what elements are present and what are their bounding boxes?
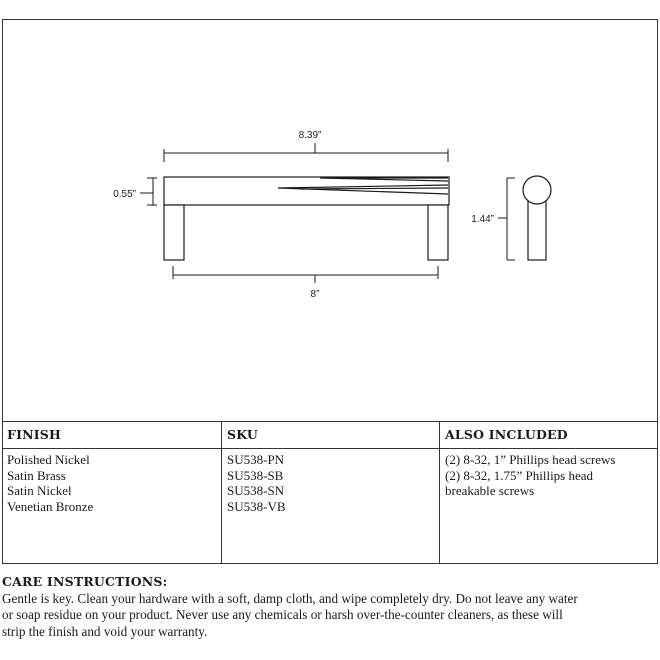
- height-dimension: [140, 178, 157, 205]
- height-label: 0.55”: [113, 189, 136, 200]
- handle-front-view: [164, 177, 449, 260]
- care-line: strip the finish and void your warranty.: [2, 623, 208, 639]
- included-item: (2) 8-32, 1” Phillips head screws: [445, 452, 616, 467]
- handle-side-view: [523, 176, 551, 260]
- included-header: ALSO INCLUDED: [440, 422, 658, 449]
- center-to-center-label: 8”: [310, 289, 320, 300]
- finish-item: Polished Nickel: [7, 452, 90, 467]
- finish-column: [2, 422, 221, 564]
- sku-item: SU538-SB: [227, 467, 284, 483]
- care-line: Gentle is key. Clean your hardware with a soft, damp cloth, and wipe completely dry. Do not leave any water: [2, 590, 578, 606]
- overall-length-label: 8.39”: [298, 130, 322, 141]
- projection-label: 1.44”: [471, 214, 494, 225]
- care-title: CARE INSTRUCTIONS:: [2, 574, 168, 589]
- finish-item: Satin Brass: [7, 467, 66, 483]
- care-instructions: [2, 574, 658, 640]
- sku-header: SKU: [222, 422, 439, 449]
- projection-dimension: [498, 178, 515, 260]
- sku-item: SU538-SN: [227, 483, 285, 498]
- sku-item: SU538-VB: [227, 498, 286, 514]
- sku-column: [221, 422, 439, 564]
- included-item: breakable screws: [445, 483, 535, 498]
- finish-item: Venetian Bronze: [7, 498, 94, 514]
- sku-item: SU538-PN: [227, 452, 285, 467]
- finish-header: FINISH: [2, 422, 221, 449]
- center-to-center-dimension: [173, 266, 438, 283]
- spec-table: [2, 421, 658, 564]
- finish-item: Satin Nickel: [7, 483, 72, 498]
- included-item: (2) 8-32, 1.75” Phillips head: [445, 467, 594, 483]
- care-line: or soap residue on your product. Never use any chemicals or harsh over-the-counter cleaners, as these will: [2, 607, 563, 622]
- included-column: [439, 422, 658, 564]
- overall-length-dimension: [164, 143, 448, 162]
